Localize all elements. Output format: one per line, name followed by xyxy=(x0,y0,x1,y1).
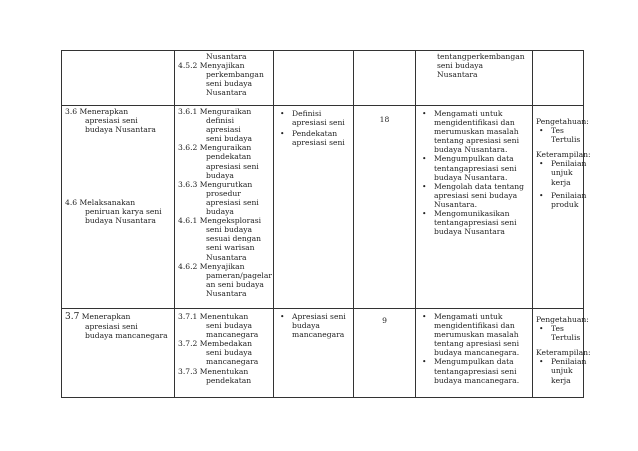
indicator-number: 4.6.2 xyxy=(178,261,198,271)
penilaian-text: • Tes xyxy=(551,126,564,136)
indicator-text: sesuai dengan xyxy=(206,234,262,244)
penilaian-text: Tertulis xyxy=(551,135,581,145)
kegiatan-text: tentangapresiasi seni xyxy=(434,366,517,376)
penilaian-item xyxy=(536,190,587,209)
indicator-text: definisi apresiasi xyxy=(206,116,241,135)
indicator-3-7-1 xyxy=(178,312,270,339)
kegiatan-text: tentangapresiasi seni xyxy=(434,218,517,228)
indicator-text: Menguraikan xyxy=(199,143,252,153)
materi-item xyxy=(277,109,350,127)
penilaian-text: kerja xyxy=(551,177,571,187)
indicator-3-7-2 xyxy=(178,339,270,366)
indicator-text: mancanegara xyxy=(206,330,259,340)
indicator-4-6-2 xyxy=(178,261,273,298)
indicator-line: 4.5.2 Menyajikan xyxy=(178,61,245,71)
indicator-text: Nusantara xyxy=(206,288,247,298)
penilaian-text: unjuk xyxy=(551,366,573,376)
alokasi-waktu: 18 xyxy=(379,115,390,124)
indicator-3-6-1 xyxy=(178,107,270,143)
kegiatan-line: seni budaya xyxy=(437,61,484,71)
kegiatan-text: • Mengamati untuk xyxy=(434,312,503,321)
indicator-line: Nusantara xyxy=(206,52,247,61)
kegiatan-item xyxy=(419,182,529,209)
indicator-text: prosedur xyxy=(206,188,241,198)
materi-text: • Definisi xyxy=(292,109,322,118)
penilaian-item xyxy=(536,324,580,342)
indicator-number: 3.7.3 xyxy=(178,366,198,376)
kegiatan-line: tentangperkembangan xyxy=(437,52,525,61)
indicator-line: Nusantara xyxy=(206,88,247,98)
alokasi-waktu: 9 xyxy=(382,316,387,325)
cell-kegiatan xyxy=(416,106,533,309)
kegiatan-item xyxy=(419,312,529,357)
penilaian-text: produk xyxy=(551,199,579,209)
indicator-number: 3.7.1 xyxy=(178,312,198,321)
kd-text: Melaksanakan xyxy=(79,198,136,208)
kegiatan-text: merumuskan masalah xyxy=(434,330,519,340)
materi-text: apresiasi seni xyxy=(292,138,345,148)
kegiatan-text: tentang apresiasi seni xyxy=(434,136,519,146)
penilaian-item xyxy=(536,159,587,187)
materi-text: apresiasi seni xyxy=(292,118,345,128)
indicator-text: apresiasi seni xyxy=(206,161,259,171)
penilaian-text: • Penilaian xyxy=(551,357,587,367)
indicator-text: Menentukan xyxy=(199,366,249,376)
kegiatan-text: • Mengumpulkan data xyxy=(434,357,514,367)
kd-text: apresiasi seni xyxy=(85,116,138,126)
penilaian-heading: Pengetahuan: xyxy=(536,315,589,324)
cell-indicators xyxy=(175,309,274,398)
materi-text: • Pendekatan xyxy=(292,129,338,139)
kegiatan-text: Nusantara. xyxy=(434,199,478,209)
indicator-line: perkembangan xyxy=(206,70,264,80)
kd-text: budaya mancanegara xyxy=(85,331,168,341)
kd-text: apresiasi seni xyxy=(85,322,138,332)
kegiatan-text: mengidentifikasi dan xyxy=(434,321,515,331)
indicator-number: 3.6.2 xyxy=(178,143,198,153)
indicator-number: 3.7.2 xyxy=(178,339,198,349)
materi-text: mancanegara xyxy=(292,330,345,340)
kd-text: Menerapkan xyxy=(81,312,131,321)
kegiatan-text: budaya mancanegara. xyxy=(434,348,520,358)
kegiatan-text: budaya mancanegara. xyxy=(434,375,520,385)
indicator-3-6-2 xyxy=(178,143,270,179)
table-row-continuation xyxy=(62,51,584,106)
penilaian-heading: Keterampilan: xyxy=(536,150,591,160)
table-row-kd-3-6 xyxy=(62,106,584,309)
indicator-4-6-1 xyxy=(178,216,270,261)
indicator-number: 3.6.3 xyxy=(178,179,198,189)
kegiatan-text: mengidentifikasi dan xyxy=(434,118,515,128)
materi-text: • Apresiasi seni xyxy=(292,312,346,321)
kegiatan-text: • Mengomunikasikan xyxy=(434,209,510,219)
indicator-text: Menyajikan xyxy=(199,261,245,271)
kegiatan-item xyxy=(419,209,529,236)
kegiatan-text: • Mengumpulkan data xyxy=(434,154,514,164)
penilaian-heading: Keterampilan: xyxy=(536,348,591,358)
indicator-text: Membedakan xyxy=(199,339,252,349)
indicator-text: seni budaya xyxy=(206,225,253,235)
indicator-text: an seni budaya xyxy=(206,279,264,289)
kegiatan-text: • Mengamati untuk xyxy=(434,109,503,118)
indicator-text: pendekatan xyxy=(206,152,252,162)
indicator-text: Nusantara xyxy=(206,252,247,262)
indicator-text: seni budaya xyxy=(206,348,253,358)
kegiatan-text: budaya Nusantara. xyxy=(434,172,508,182)
indicator-text: seni budaya xyxy=(206,321,253,331)
indicator-text: Mengeksplorasi xyxy=(199,216,262,226)
syllabus-table xyxy=(61,50,591,398)
cell-penilaian xyxy=(533,309,591,398)
indicator-line: seni budaya xyxy=(206,79,253,89)
kegiatan-item xyxy=(419,357,529,384)
cell-materi xyxy=(274,309,354,398)
indicator-3-7-3 xyxy=(178,367,270,385)
cell-materi xyxy=(274,51,354,106)
cell-alokasi xyxy=(354,106,416,309)
indicator-text: budaya xyxy=(206,170,234,180)
penilaian-text: • Penilaian xyxy=(551,190,587,200)
penilaian-item xyxy=(536,357,587,385)
cell-kd xyxy=(62,51,175,106)
kegiatan-text: tentang apresiasi seni xyxy=(434,339,519,349)
kegiatan-item xyxy=(419,109,529,154)
kd-3-7 xyxy=(65,312,171,340)
penilaian-text: unjuk xyxy=(551,168,573,178)
indicator-number: 4.6.1 xyxy=(178,216,198,226)
cell-kegiatan xyxy=(416,309,533,398)
materi-text: budaya xyxy=(292,321,320,331)
kegiatan-item xyxy=(419,154,529,181)
cell-kegiatan xyxy=(416,51,533,106)
indicator-3-6-3 xyxy=(178,180,270,216)
cell-alokasi xyxy=(354,309,416,398)
penilaian-text: Tertulis xyxy=(551,333,581,343)
kegiatan-line: Nusantara xyxy=(437,70,478,80)
cell-kd xyxy=(62,309,175,398)
cell-penilaian xyxy=(533,106,591,309)
materi-item xyxy=(277,129,350,147)
indicator-text: seni budaya xyxy=(206,134,253,144)
cell-materi xyxy=(274,106,354,309)
indicator-text: budaya xyxy=(206,207,234,217)
penilaian-text: • Tes xyxy=(551,324,564,334)
cell-kd xyxy=(62,106,175,309)
cell-penilaian xyxy=(533,51,584,106)
kegiatan-text: merumuskan masalah xyxy=(434,127,519,137)
kd-number: 3.6 xyxy=(65,107,78,116)
kd-text: Menerapkan xyxy=(79,107,129,116)
kd-number: 3.7 xyxy=(65,312,80,322)
kd-text: budaya Nusantara xyxy=(85,216,156,226)
indicator-number: 3.6.1 xyxy=(178,107,198,116)
kegiatan-text: budaya Nusantara xyxy=(434,227,505,237)
penilaian-item xyxy=(536,126,580,144)
kd-text: budaya Nusantara xyxy=(85,125,156,135)
kd-number: 4.6 xyxy=(65,198,78,208)
indicator-text: pameran/pagelar xyxy=(206,270,273,280)
kegiatan-text: apresiasi seni budaya xyxy=(434,190,518,200)
kd-4-6 xyxy=(65,198,171,225)
materi-item xyxy=(277,312,350,339)
indicator-text: Menguraikan xyxy=(199,107,252,116)
kegiatan-text: • Mengolah data tentang xyxy=(434,181,525,191)
kd-3-6 xyxy=(65,107,171,134)
indicator-text: pendekatan xyxy=(206,375,252,385)
indicator-text: Mengurutkan xyxy=(199,179,253,189)
indicator-text: seni warisan xyxy=(206,243,255,253)
kegiatan-text: budaya Nusantara. xyxy=(434,145,508,155)
cell-alokasi xyxy=(354,51,416,106)
indicator-text: apresiasi seni xyxy=(206,197,259,207)
kd-text: peniruan karya seni xyxy=(85,207,162,217)
cell-indicators xyxy=(175,106,274,309)
penilaian-text: • Penilaian xyxy=(551,159,587,169)
indicator-text: mancanegara xyxy=(206,357,259,367)
penilaian-heading: Pengetahuan: xyxy=(536,117,589,126)
cell-indicators xyxy=(175,51,274,106)
table-row-kd-3-7 xyxy=(62,309,584,398)
kegiatan-text: tentangapresiasi seni xyxy=(434,163,517,173)
penilaian-text: kerja xyxy=(551,375,571,385)
indicator-text: Menentukan xyxy=(199,312,249,321)
